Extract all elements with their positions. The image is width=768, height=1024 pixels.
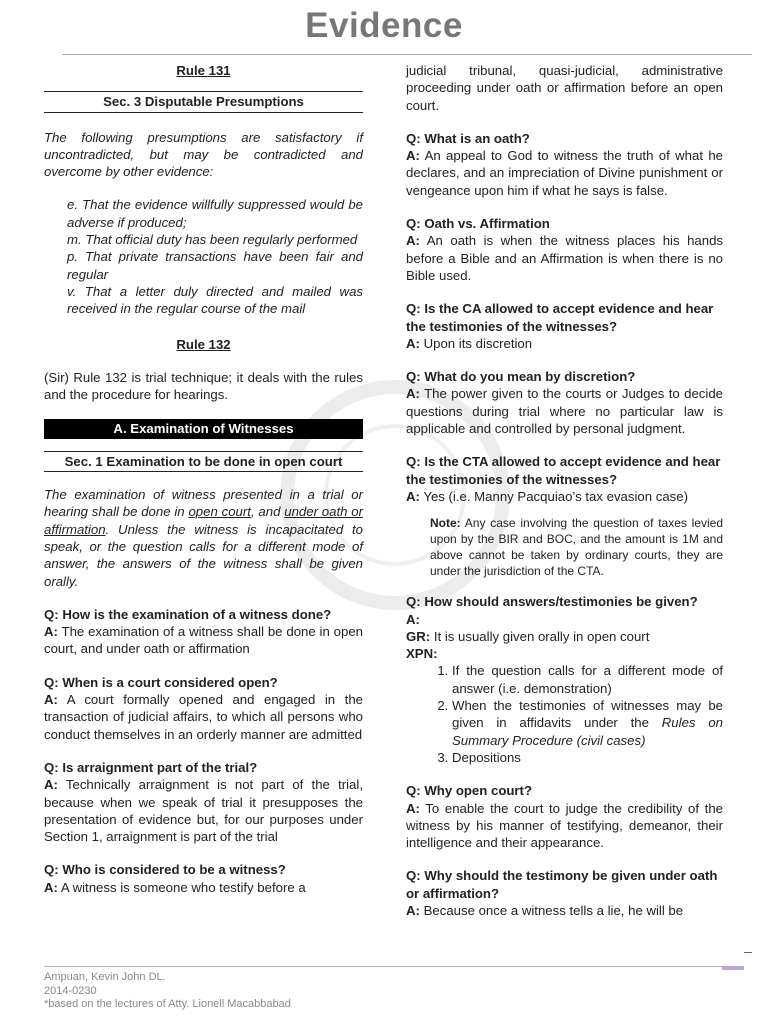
exception-item: 1. If the question calls for a different mode of answer (i.e. demonstration) <box>452 662 723 697</box>
footer <box>44 971 291 1012</box>
answer-text: An appeal to God to witness the truth of what he declares, and an impreciation of Divine punishment or vengeance upon him if what he says is false. <box>406 148 724 198</box>
gr-label: GR: <box>406 628 431 644</box>
question: Q: Oath vs. Affirmation <box>406 216 550 232</box>
summary-procedure-term: Rules on Summary Procedure (civil cases) <box>452 715 723 748</box>
footer-accent <box>722 966 744 970</box>
question: Q: When is a court considered open? <box>44 674 278 690</box>
sec1-heading: Sec. 1 Examination to be done in open court <box>44 451 363 472</box>
answer-label: A: <box>406 611 420 627</box>
question: Q: Why should the testimony be given under oath or affirmation? <box>406 868 718 901</box>
answer <box>406 147 723 199</box>
answer <box>44 691 363 743</box>
question: Q: What is an oath? <box>406 130 530 146</box>
question: Q: What do you mean by discretion? <box>406 369 636 385</box>
question: Q: How is the examination of a witness done? <box>44 606 332 622</box>
answer-text: Technically arraignment is not part of the trial, because when we speak of trial it presupposes the presentation of evidence but, for our purposes under Section 1, arraignment is part of the trial <box>44 777 363 845</box>
answer-text: The power given to the courts or Judges to decide questions during trial where no particular law is applicable and controlled by personal judgment. <box>406 386 723 437</box>
sec1-text-part: , and <box>250 504 285 520</box>
answer-text: Upon its discretion <box>423 335 533 351</box>
answer-label: A: <box>406 386 420 402</box>
question: Q: How should answers/testimonies be given? <box>406 594 698 610</box>
answer-label: A: <box>406 148 420 164</box>
general-rule <box>406 628 723 645</box>
oath-affirmation-term: under oath or affirmation <box>44 504 363 537</box>
exception-item <box>452 697 723 749</box>
answer <box>406 232 723 284</box>
title-divider <box>62 54 752 55</box>
note-label: Note: <box>430 516 461 531</box>
answer <box>44 623 363 658</box>
answer-label: A: <box>44 879 58 895</box>
question: Q: Is arraignment part of the trial? <box>44 759 258 775</box>
right-column <box>406 62 723 919</box>
answer-text: An oath is when the witness places his hands before a Bible and an Affirmation is when there is no Bible used. <box>406 233 724 283</box>
exceptions-label-line <box>406 645 723 662</box>
answer-label: A: <box>406 488 420 504</box>
answer-label: A: <box>406 233 420 249</box>
sec1-text <box>44 486 363 590</box>
rule-132-heading: Rule 132 <box>176 336 231 352</box>
answer-text: A court formally opened and engaged in the transaction of judicial affairs, to which all persons who conduct themselves in an orderly manner are admitted <box>44 692 363 742</box>
answer-text: The examination of a witness shall be done in open court, and under oath or affirmation <box>44 624 363 657</box>
answer <box>406 385 723 437</box>
answer <box>406 800 723 852</box>
section-a-heading: A. Examination of Witnesses <box>44 419 363 438</box>
gr-text: It is usually given orally in open court <box>433 628 650 644</box>
answer-text: A witness is someone who testify before a <box>60 879 306 895</box>
answer <box>44 776 363 845</box>
student-id: 2014-0230 <box>44 984 97 997</box>
answer <box>406 902 723 919</box>
left-column <box>44 62 363 896</box>
page-title: Evidence <box>305 6 463 45</box>
answer <box>44 879 363 896</box>
answer-label: A: <box>406 335 420 351</box>
answer-label-line <box>406 611 723 628</box>
answer-text: Because once a witness tells a lie, he will be <box>423 902 684 918</box>
question: Q: Is the CTA allowed to accept evidence and hear the testimonies of the witnesses? <box>406 454 721 487</box>
sec1-text-part: . Unless the witness is incapacitated to speak, or the question calls for a different mode of answer, the answers of the witness shall be given orally. <box>44 521 363 589</box>
presumption-item: p. That private transactions have been fair and regular <box>67 249 363 282</box>
author-name: Ampuan, Kevin John DL. <box>44 971 166 983</box>
exceptions-list <box>406 662 723 766</box>
cta-note <box>430 515 723 579</box>
exception-item: 3. Depositions <box>452 749 723 766</box>
presumptions-intro: The following presumptions are satisfactory if uncontradicted, but may be contradicted and overcome by other evidence: <box>44 129 363 180</box>
continued-answer: judicial tribunal, quasi-judicial, administrative proceeding under oath or affirmation before an open court. <box>406 63 723 113</box>
presumption-item: m. That official duty has been regularly performed <box>67 232 358 248</box>
answer-text: To enable the court to judge the credibility of the witness by his manner of testifying, demeanor, their intelligence and their appearance. <box>406 800 723 851</box>
answer-text: Yes (i.e. Manny Pacquiao’s tax evasion case) <box>423 488 688 504</box>
page-mark <box>744 952 752 953</box>
answer-label: A: <box>44 692 58 708</box>
answer-label: A: <box>406 902 420 918</box>
note-text: Any case involving the question of taxes levied upon by the BIR and BOC, and the amount is 1M and above cannot be taken by ordinary courts, they are under the jurisdiction of the CTA. <box>430 516 723 579</box>
answer-label: A: <box>44 624 58 640</box>
question: Q: Why open court? <box>406 783 533 799</box>
presumptions-list <box>67 196 363 317</box>
question: Q: Who is considered to be a witness? <box>44 862 286 878</box>
presumption-item: v. That a letter duly directed and mailed was received in the regular course of the mail <box>67 283 363 317</box>
xpn-label: XPN: <box>406 646 438 662</box>
question: Q: Is the CA allowed to accept evidence and hear the testimonies of the witnesses? <box>406 301 714 334</box>
sec3-heading: Sec. 3 Disputable Presumptions <box>44 91 363 112</box>
footer-divider <box>44 966 724 967</box>
rule-131-heading: Rule 131 <box>176 63 231 78</box>
answer <box>406 335 723 352</box>
sec1-text-part: The examination of witness presented in a trial or hearing shall be done in <box>44 487 363 520</box>
open-court-term: open court <box>188 504 251 520</box>
rule-132-text: (Sir) Rule 132 is trial technique; it deals with the rules and the procedure for hearings. <box>44 369 363 403</box>
answer-label: A: <box>406 800 420 816</box>
presumption-item: e. That the evidence willfully suppressed would be adverse if produced; <box>67 197 363 230</box>
answer-label: A: <box>44 777 58 793</box>
exception-text: When the testimonies of witnesses may be given in affidavits under the <box>452 698 723 731</box>
answer <box>406 488 723 505</box>
lecture-credit: *based on the lectures of Atty. Lionell Macabbabad <box>44 998 291 1010</box>
